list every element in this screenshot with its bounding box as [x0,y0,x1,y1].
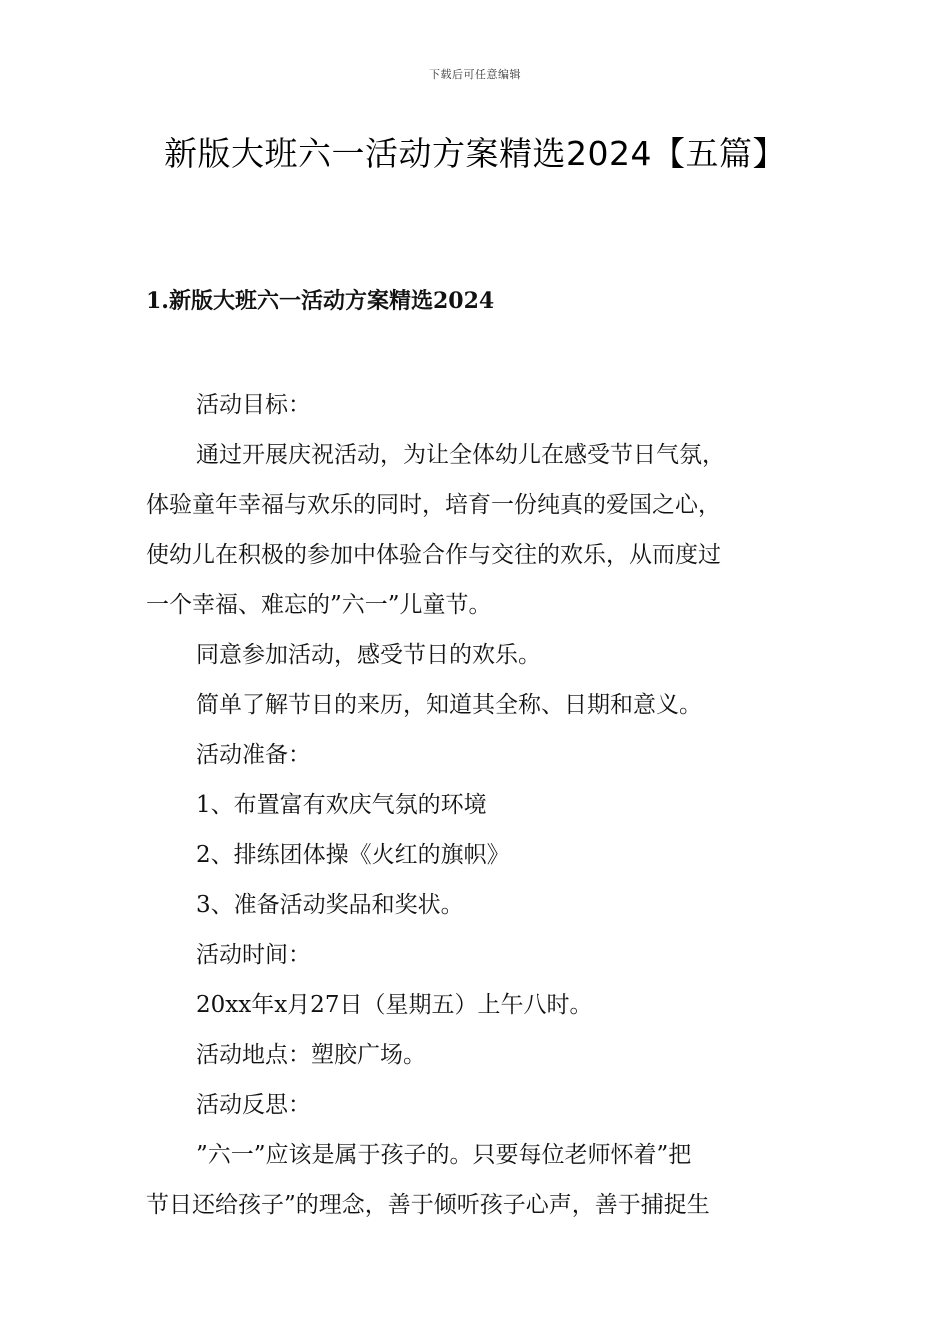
document-title: 新版大班六一活动方案精选2024【五篇】 [164,134,786,173]
activity-location: 活动地点：塑胶广场。 [196,1042,426,1068]
paragraph-line: 同意参加活动，感受节日的欢乐。 [196,642,541,668]
activity-time-value: 20xx年x月27日（星期五）上午八时。 [196,992,593,1018]
list-item: 3、准备活动奖品和奖状。 [196,892,464,918]
list-item: 2、排练团体操《火红的旗帜》 [196,842,510,868]
paragraph-line: 简单了解节日的来历，知道其全称、日期和意义。 [196,692,702,718]
label-activity-prep: 活动准备： [196,742,311,768]
label-activity-goal: 活动目标： [196,392,311,418]
body-text [146,380,806,1230]
section-heading: 1.新版大班六一活动方案精选2024 [146,288,495,314]
list-item: 1、布置富有欢庆气氛的环境 [196,792,487,818]
label-activity-time: 活动时间： [196,942,311,968]
label-activity-reflection: 活动反思： [196,1092,311,1118]
paragraph-line: ”六一”应该是属于孩子的。只要每位老师怀着”把 [196,1142,692,1168]
paragraph-line: 节日还给孩子”的理念，善于倾听孩子心声，善于捕捉生 [146,1192,710,1218]
paragraph-line: 使幼儿在积极的参加中体验合作与交往的欢乐，从而度过 [146,542,721,568]
paragraph-line: 体验童年幸福与欢乐的同时，培育一份纯真的爱国之心， [146,492,721,518]
paragraph-line: 一个幸福、难忘的”六一”儿童节。 [146,592,492,618]
paragraph-line: 通过开展庆祝活动，为让全体幼儿在感受节日气氛， [196,442,725,468]
header-note: 下载后可任意编辑 [429,68,521,81]
